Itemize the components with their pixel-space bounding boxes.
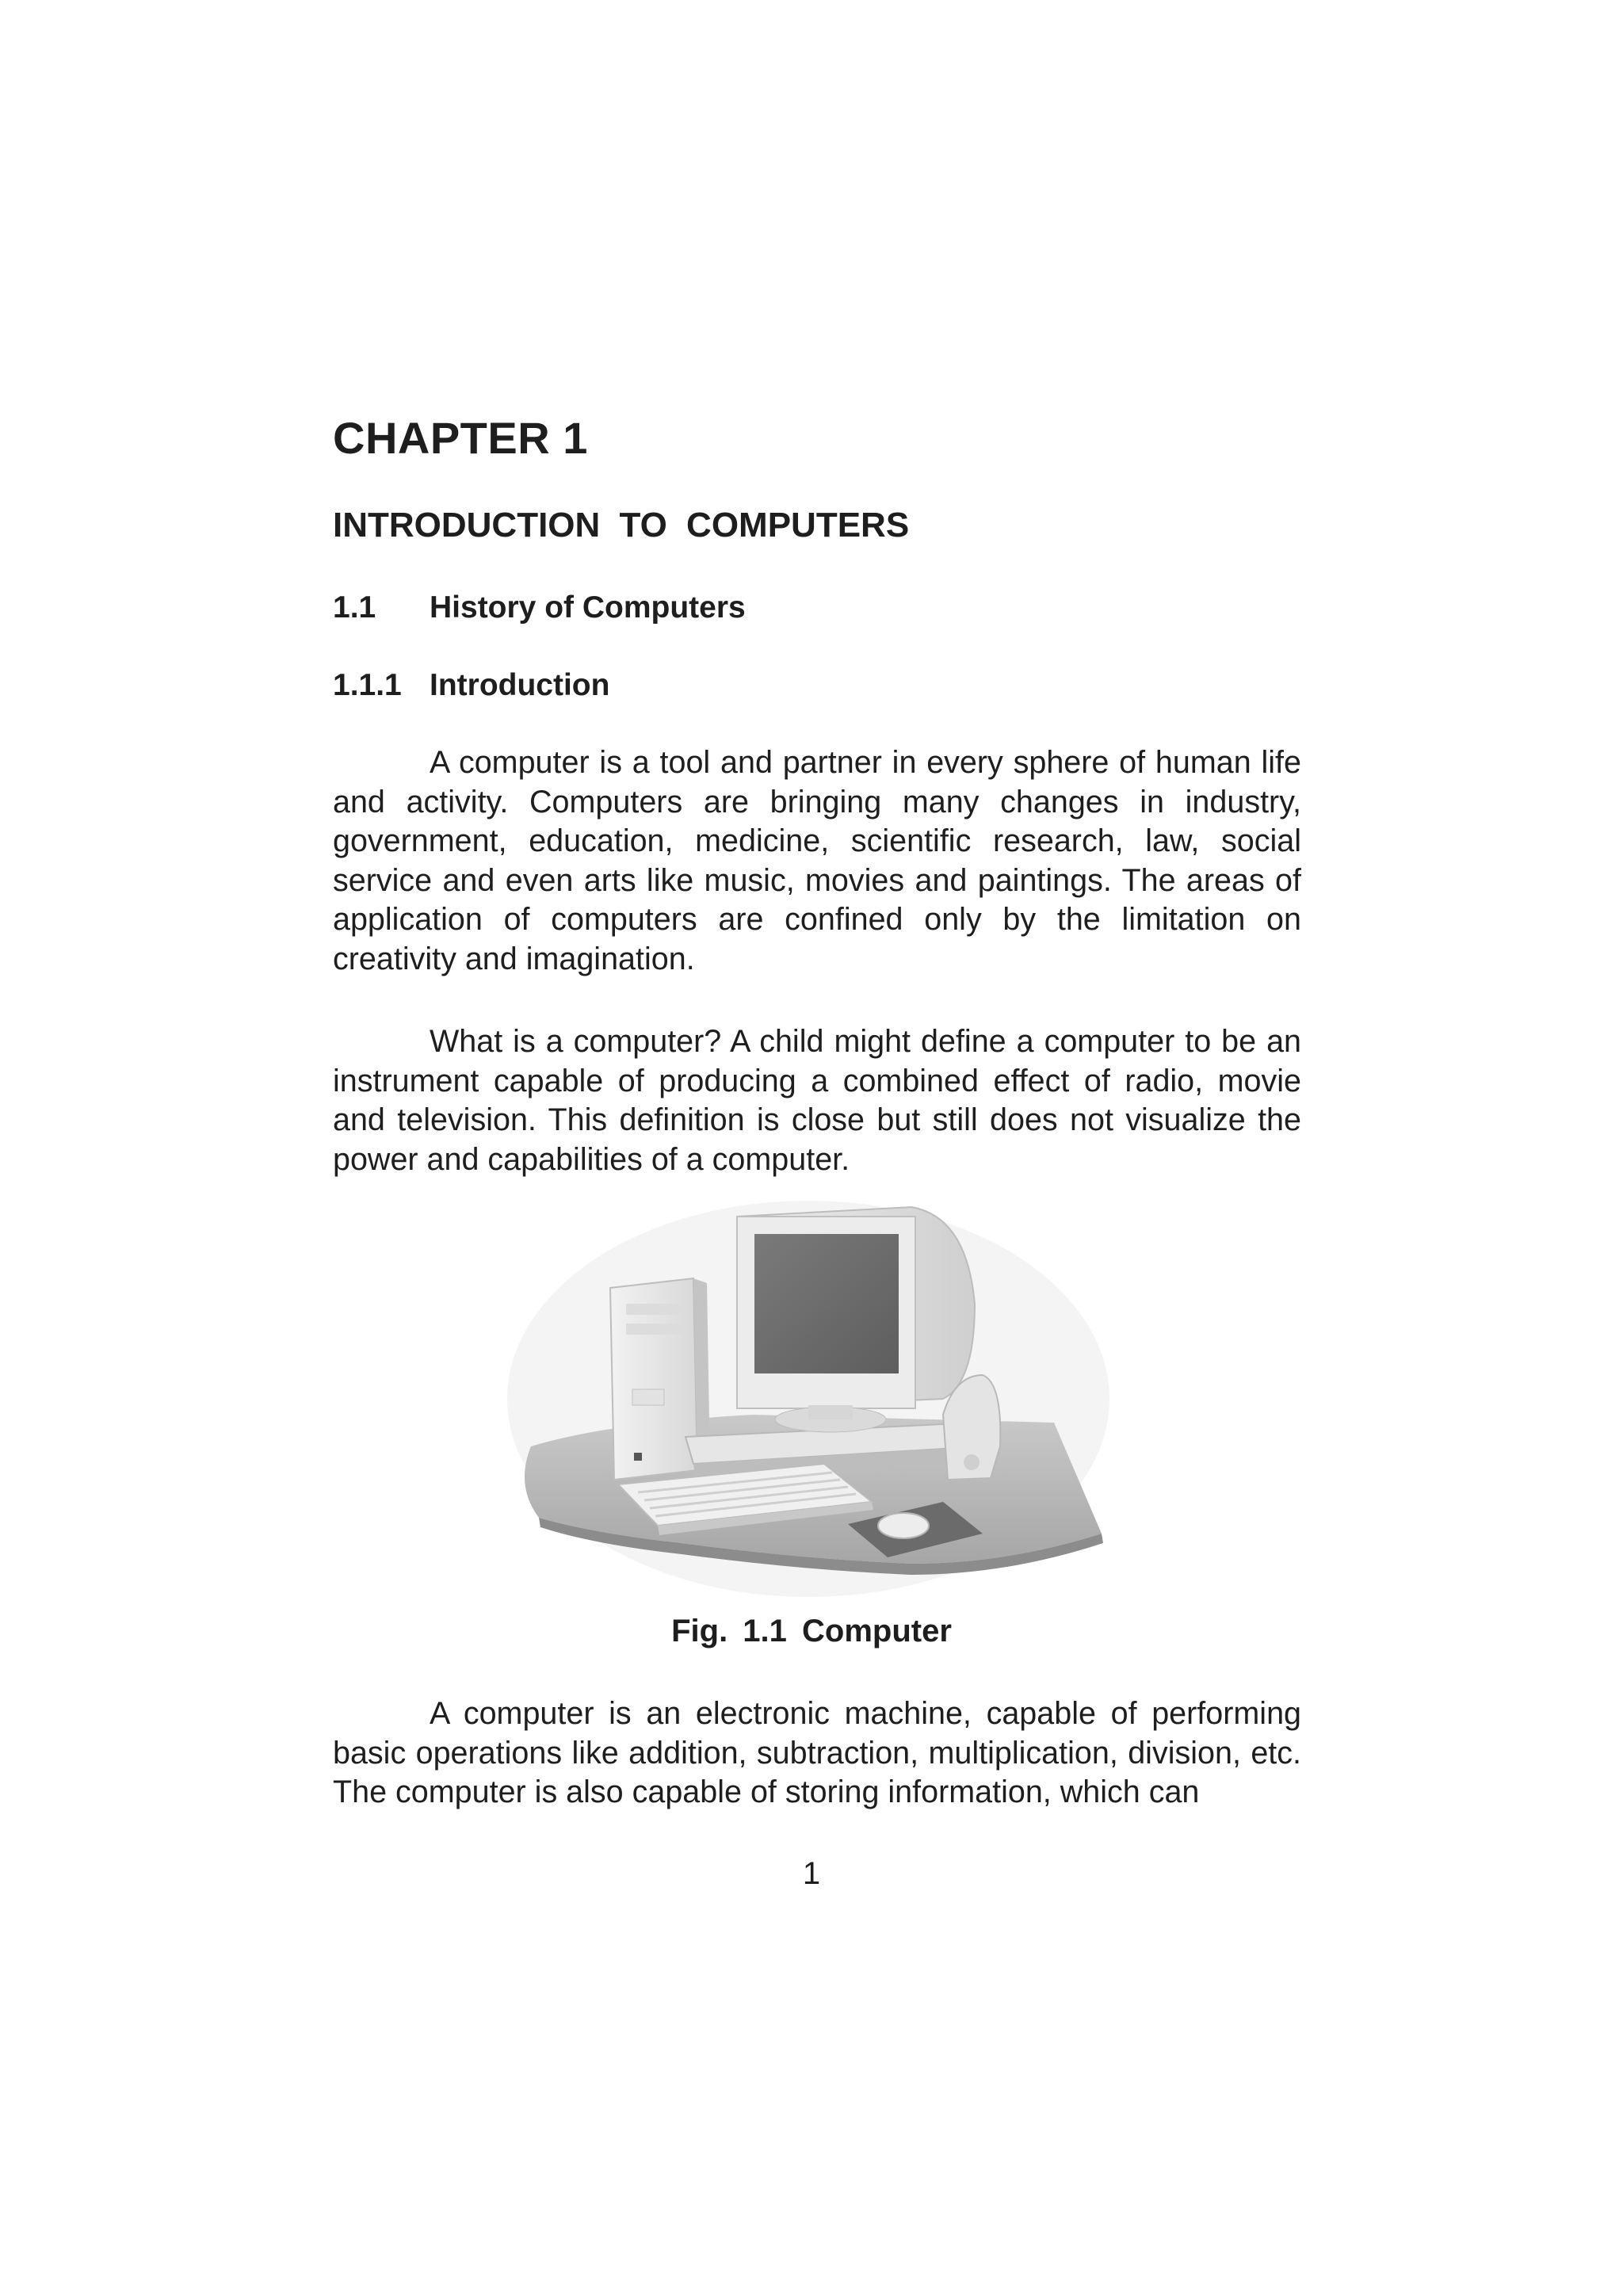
computer-figure xyxy=(499,1185,1117,1613)
section-heading-1-1-1 xyxy=(333,668,609,703)
figure-caption: Fig. 1.1 Computer xyxy=(671,1614,952,1648)
mouse xyxy=(878,1513,929,1538)
section-title: Introduction xyxy=(430,668,610,702)
computer-illustration xyxy=(499,1185,1117,1613)
section-heading-1-1 xyxy=(333,590,746,625)
page-number: 1 xyxy=(802,1856,821,1891)
section-title: History of Computers xyxy=(430,590,746,625)
paragraph-1: A computer is a tool and partner in every sphere of human life and activity. Computers are bringing many changes in industry, government, education, medicine, scientific research, law, social service and even arts like music, movies and paintings. The areas of application of computers are confined only by the limitation on creativity and imagination. xyxy=(333,745,1301,976)
paragraph-2: What is a computer? A child might define a computer to be an instrument capable of producing a combined effect of radio, movie and television. This definition is close but still does not visualize the power and capabilities of a computer. xyxy=(333,1024,1301,1177)
section-number: 1.1 xyxy=(333,590,376,625)
paragraph-3: A computer is an electronic machine, capable of performing basic operations like addition, subtraction, multiplication, division, etc. The computer is also capable of storing information, which can xyxy=(333,1696,1301,1809)
chapter-label: CHAPTER 1 xyxy=(333,413,588,463)
section-number: 1.1.1 xyxy=(333,668,402,702)
chapter-title: INTRODUCTION TO COMPUTERS xyxy=(333,506,910,544)
crt-monitor xyxy=(737,1207,975,1432)
